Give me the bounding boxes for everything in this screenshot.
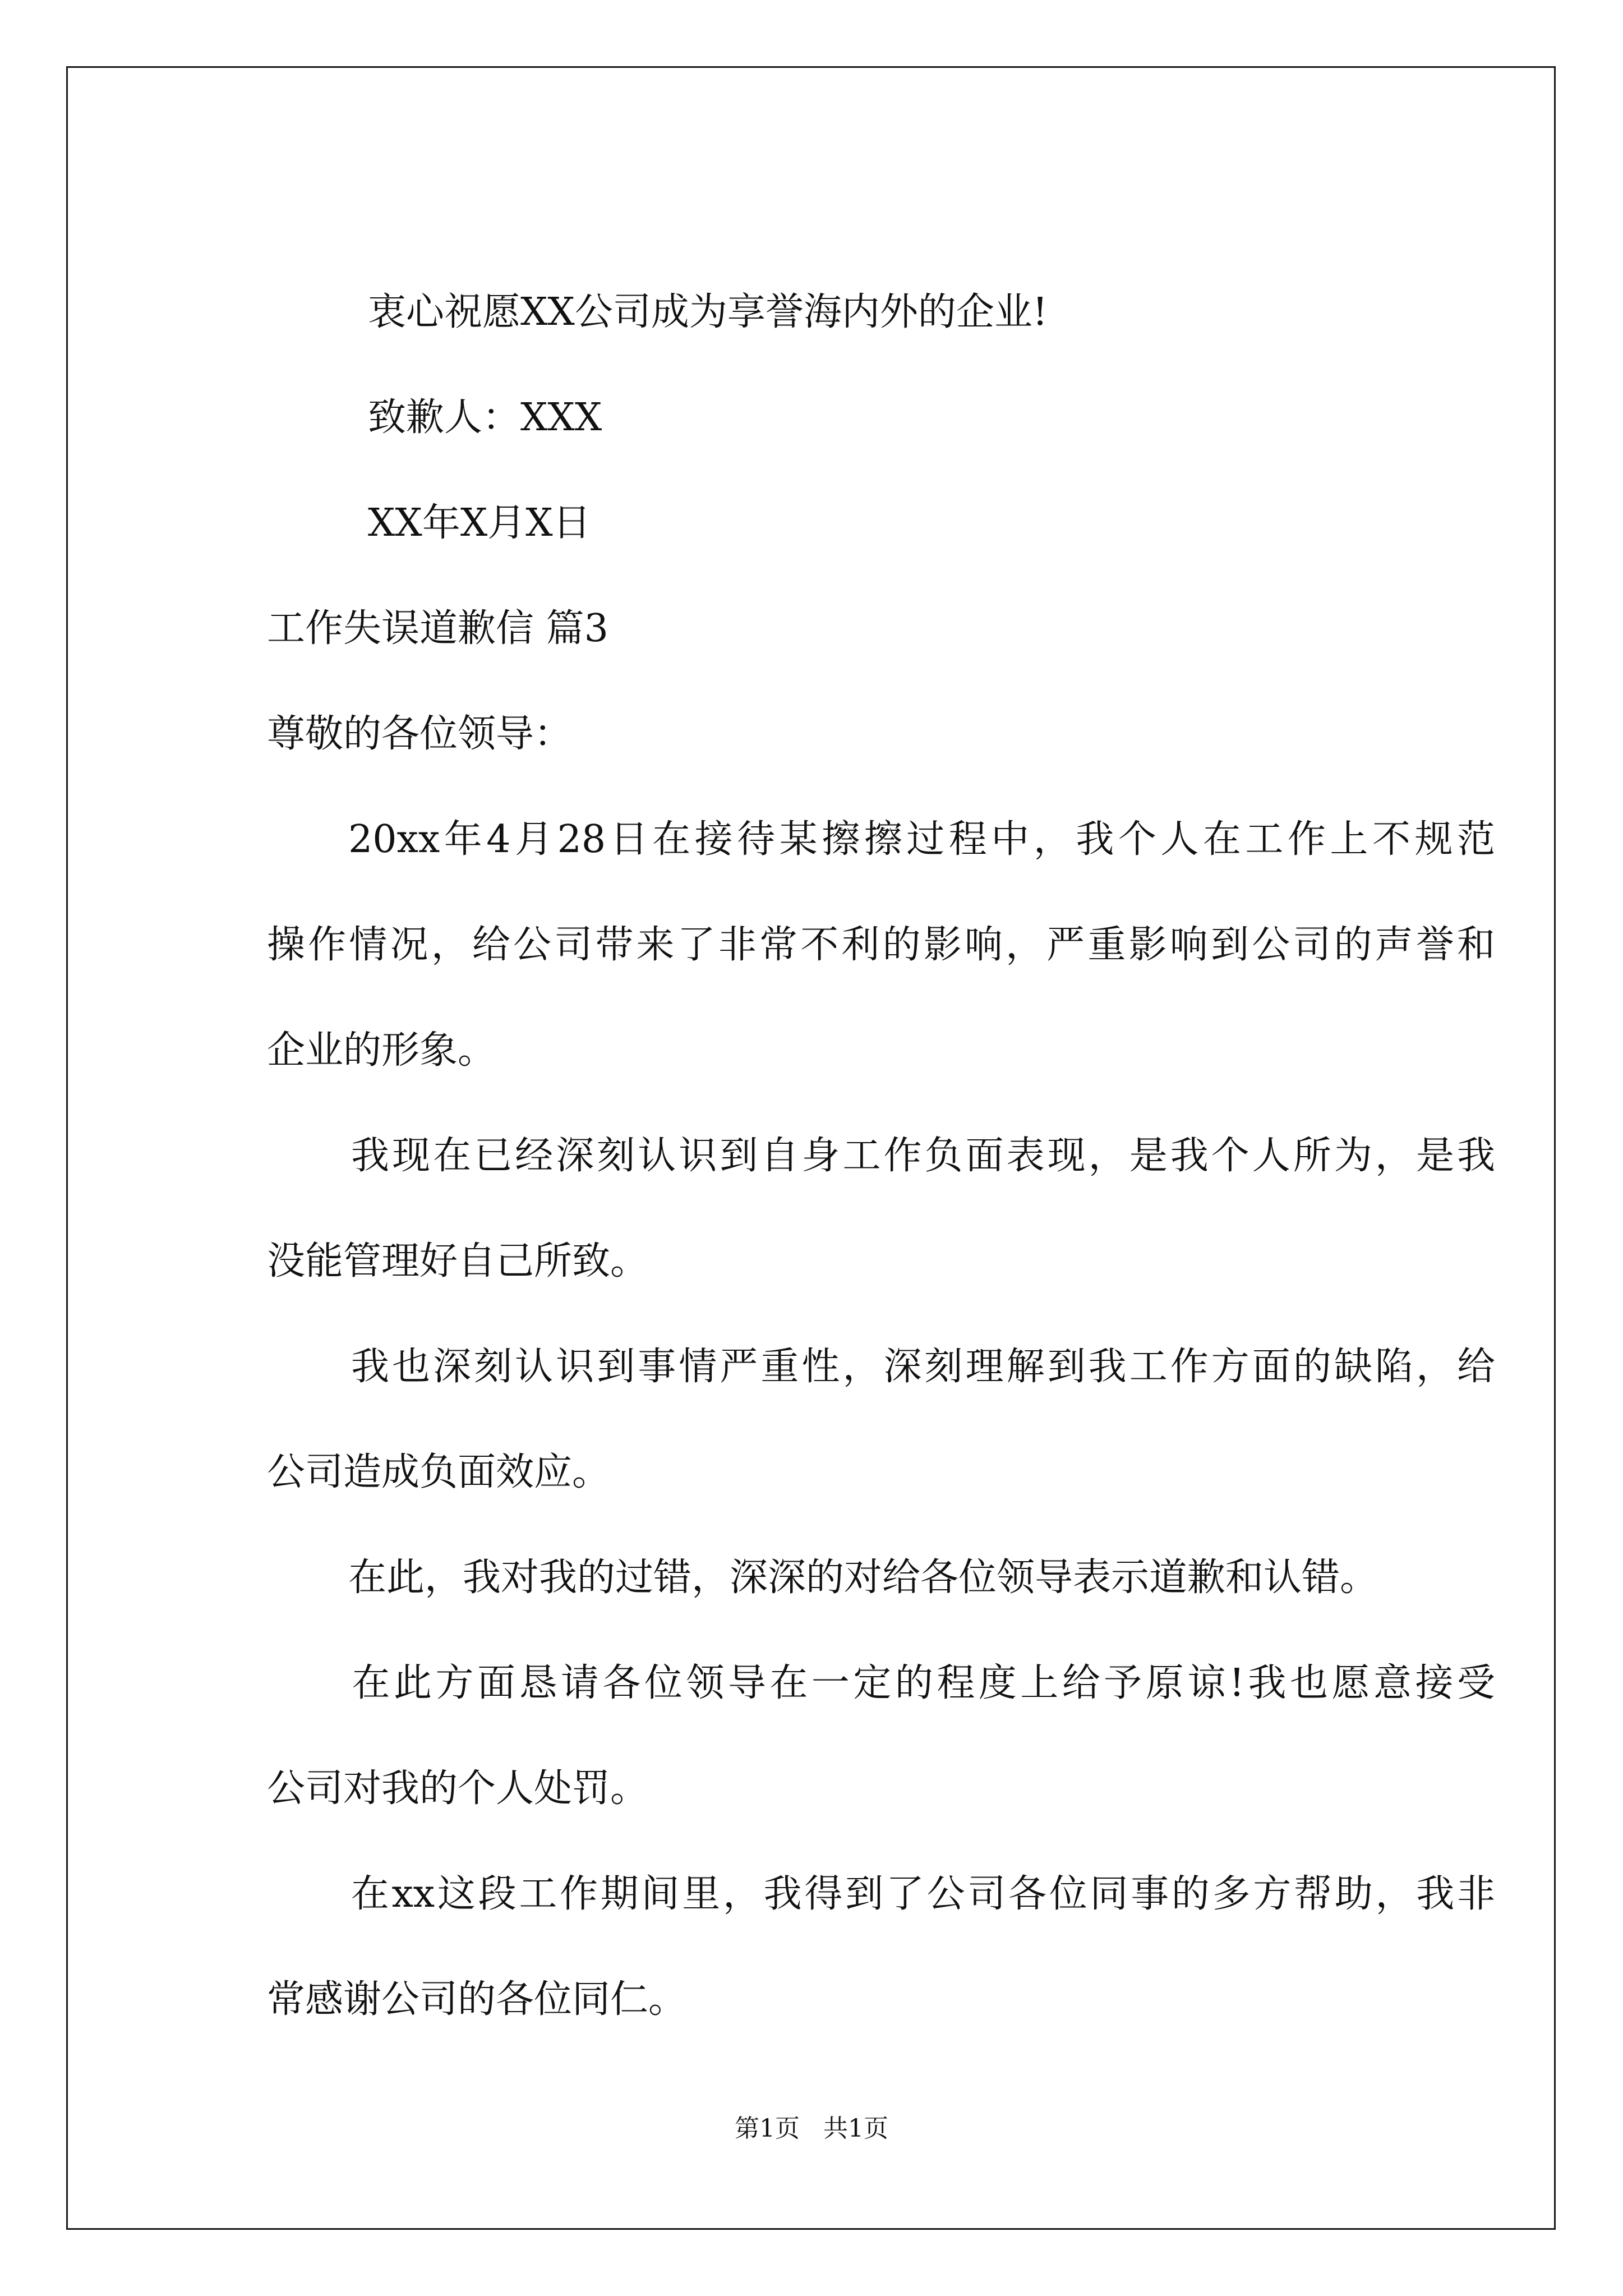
paragraph-line: 公司对我的个人处罚。 (267, 1766, 649, 1811)
paragraph-line (267, 1345, 1495, 1389)
paragraph-text: 我现在已经深刻认识到自身工作负面表现，是我个人所为，是我 (348, 1134, 1495, 1178)
closing-wish: 衷心祝愿XX公司成为享誉海内外的企业! (368, 290, 1048, 334)
section-heading: 工作失误道歉信 篇3 (267, 606, 608, 651)
paragraph-text: 20xx年4月28日在接待某擦擦过程中，我个人在工作上不规范 (348, 817, 1495, 862)
paragraph-line: 企业的形象。 (267, 1028, 496, 1073)
paragraph-line: 操作情况，给公司带来了非常不利的影响，严重影响到公司的声誉和 (267, 923, 1495, 967)
paragraph-text: 在此方面恳请各位领导在一定的程度上给予原谅!我也愿意接受 (348, 1661, 1495, 1705)
date-line: XX年X月X日 (368, 501, 591, 545)
paragraph-text: 我也深刻认识到事情严重性，深刻理解到我工作方面的缺陷，给 (348, 1345, 1495, 1389)
paragraph-line (267, 1872, 1495, 1916)
page-footer (0, 2108, 1623, 2144)
page-frame (66, 66, 1556, 2230)
paragraph-line (267, 1134, 1495, 1178)
paragraph-text: 在xx这段工作期间里，我得到了公司各位同事的多方帮助，我非 (348, 1872, 1495, 1916)
page-total: 共1页 (823, 2114, 888, 2143)
page-number: 第1页 (735, 2114, 800, 2143)
document-body (267, 68, 1495, 2228)
signature-line: 致歉人：XXX (368, 395, 602, 440)
paragraph-line: 没能管理好自己所致。 (267, 1239, 649, 1283)
paragraph-line (267, 817, 1495, 862)
paragraph-line: 在此，我对我的过错，深深的对给各位领导表示道歉和认错。 (348, 1556, 1378, 1600)
paragraph-line: 公司造成负面效应。 (267, 1450, 611, 1494)
salutation: 尊敬的各位领导： (267, 712, 573, 756)
paragraph-line (267, 1661, 1495, 1705)
paragraph-line: 常感谢公司的各位同仁。 (267, 1977, 687, 2022)
